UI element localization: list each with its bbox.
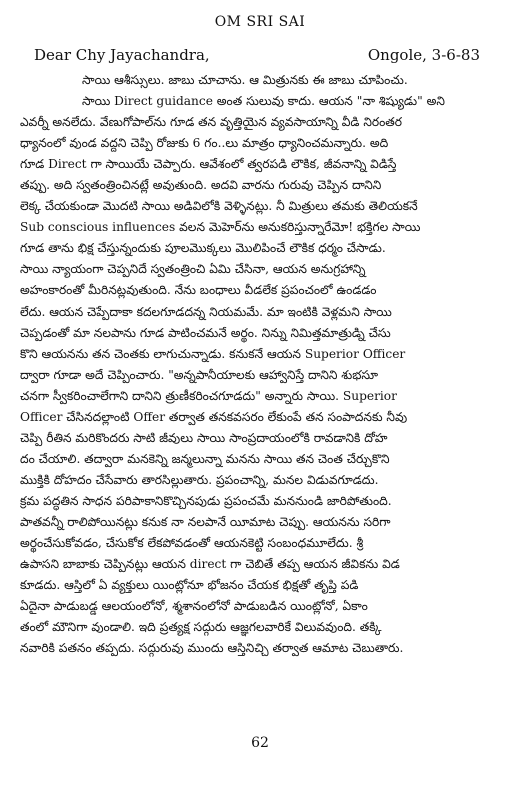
body-line: దం చేయాలి. తద్వారా మనకెన్ని జన్మలున్నా మనను సాయి తన చెంత చేర్చుకొని (20, 451, 390, 466)
body-line: సాయి Direct guidance అంత సులువు కాదు. ఆయన "నా శిష్యుడు" అని (82, 94, 445, 109)
body-line: Sub conscious influences వలన మెహెర్‌ను అనుకరిస్తున్నారేమో! భక్తిగల సాయి (20, 220, 421, 235)
body-line: క్రమ పద్ధతిన సాధన పరిపాకానికొచ్చినపుడు ప్రపంచమే మననుండి జారిపోతుంది. (20, 493, 392, 508)
body-line: కూడదు. ఆస్తిలో ఏ వ్యక్తులు యింట్లోనూ భోజనం చేయక భిక్షతో తృప్తి పడి (20, 578, 359, 593)
body-line: ఉపాసని బాబాకు చెప్పినట్లు ఆయన direct గా చెబితే తప్ప ఆయన జీవికను విడ (20, 557, 400, 572)
body-line: లెక్క చేయకుండా మొదటి సాయి అడివిలోకి వెళ్ళినట్లు. నీ మిత్రులు తమకు తెలియకనే (20, 199, 418, 214)
body-line: చెప్పి రీతిన మరికొందరు సాటి జీవులు సాయి సాంప్రదాయంలోకి రావడానికి దోహ (20, 430, 388, 445)
body-line: తంలో మౌనిగా వుండాలి. ఇది ప్రత్యక్ష సద్గురు ఆజ్ఞగలవారికే విలువవుంది. తక్కి (20, 620, 382, 635)
salutation: Dear Chy Jayachandra, (34, 46, 210, 64)
body-line: కొని ఆయనను తన చెంతకు లాగుచున్నాడు. కనుకనే ఆయన Superior Officer (20, 346, 406, 361)
body-line: చెప్పడంతో మా నలపాను గూడ పాటించమనే అర్థం. నిన్ను నిమిత్తమాత్రుడ్ని చేసు (20, 325, 391, 340)
body-line: Officer చేసినదల్లాంటి Offer తర్వాత తనకవసరం లేకుంపే తన సంపాదనకు నీవు (20, 409, 408, 424)
body-line: పాతవన్నీ రాలిపోయినట్లు కనుక నా నలపానే యీమాట చెప్పు. ఆయనను సరిగా (20, 514, 391, 529)
page-number: 62 (251, 735, 269, 751)
body-line: అహంకారంతో మీరినట్లవుతుంది. నేను బంధాలు వీడలేక ప్రపంచంలో ఉండడం (20, 283, 377, 298)
body-line: తప్పు. అది స్వతంత్రించినట్లే అవుతుంది. అదవి వారను గురువు చెప్పిన దానిని (20, 178, 382, 193)
body-line: గూడ Direct గా సాయియే చెప్పారు. ఆవేశంలో త్వరపడి లౌకిక, జీవనాన్ని విడిస్తే (20, 157, 397, 172)
letter-body (20, 70, 500, 680)
body-line: గూడ తాను భిక్ష చేస్తున్నందుకు పూలమొక్కలు మొలిపించే లౌకిక ధర్మం చేసాడు. (20, 241, 386, 256)
place-date: Ongole, 3-6-83 (367, 46, 480, 64)
body-line: ముక్తికి దోహదం చేసేవారు తారసిల్లుతారు. ప్రపంచాన్ని, మనల విడువగూడదు. (20, 472, 379, 487)
body-line: అర్థంచేసుకోవడం, చేసుకోక లేకపోవడంతో ఆయనకెట్టి సంబంధమూలేదు. శ్రీ (20, 536, 364, 551)
body-line: ధ్యానంలో వుండ వద్దని చెప్పి రోజుకు 6 గం..లు మాత్రం ధ్యానించమన్నారు. అది (20, 136, 389, 151)
body-line: ద్వారా గూడా అదే చెప్పించారు. "అన్నపానీయాలకు ఆహ్వానిస్తే దానిని శుభసూ (20, 367, 379, 382)
body-line: సాయి ఆశీస్సులు. జాబు చూచాను. ఆ మిత్రునకు ఈ జాబు చూపించు. (82, 73, 408, 87)
body-line: సాయి న్యాయంగా చెప్పనిదే స్వతంత్రించి ఏమి చేసినా, ఆయన అనుగ్రహాన్ని (20, 262, 366, 277)
body-line: లేదు. ఆయన చెప్పేదాకా కదలగూడదన్న నియమమే. మా ఇంటికి వెళ్లమని సాయి (20, 304, 392, 319)
body-line: చనగా స్వీకరించాలేగాని దానిని త్రుణీకరించగూడదు" అన్నారు సాయి. Superior (20, 388, 397, 403)
body-line: ఎవర్నీ అనలేదు. వేణుగోపాల్‌ను గూడ తన వృత్తియైన వ్యవసాయాన్ని వీడి నిరంతర (20, 115, 402, 130)
body-line (20, 659, 500, 680)
page-header-title: OM SRI SAI (214, 14, 306, 30)
body-line: నవారికి పతనం తప్పదు. సద్గురువు ముందు ఆస్తినిచ్చి తర్వాత ఆమాట చెబుతారు. (20, 641, 404, 656)
body-line: ఏదైనా పాడుబడ్డ ఆలయంలోనో, శ్మశానంలోనో పాడుబడిన యింట్లోనో, ఏకాం (20, 599, 368, 614)
